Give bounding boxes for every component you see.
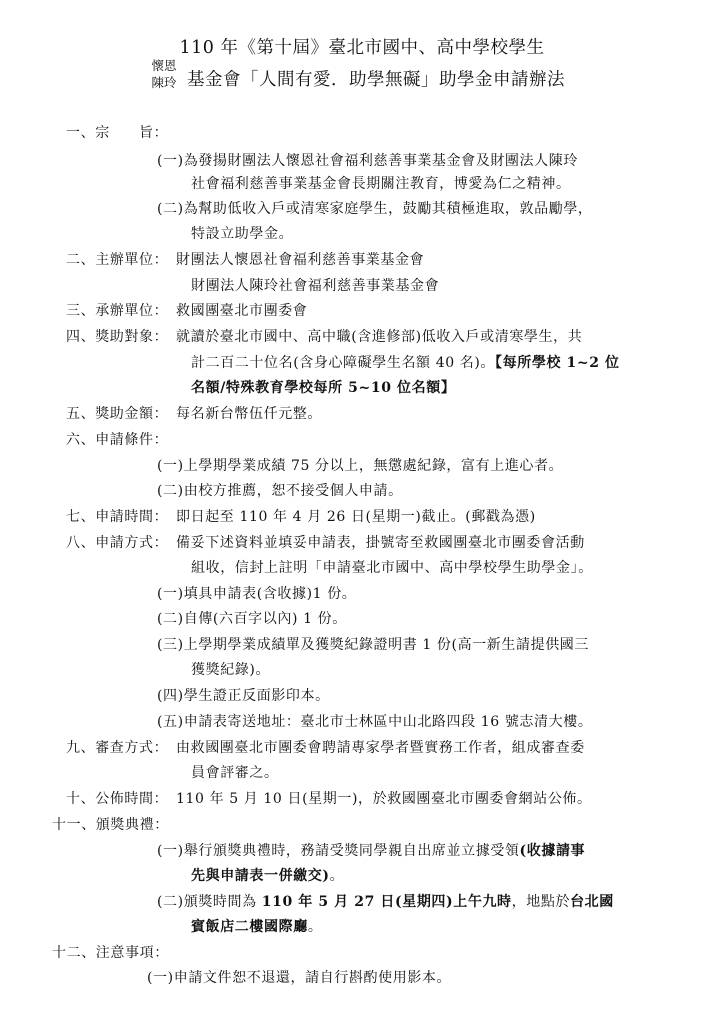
section-4-text-c: 名額/特殊教育學校每所 5~10 位名額】: [191, 380, 456, 396]
section-3-text: 救國團臺北市團委會: [176, 303, 308, 319]
section-8-text-b: 組收，信封上註明「申請臺北市國中、高中學校學生助學金」。: [191, 560, 593, 576]
section-8-item-5: (五)申請表寄送地址：臺北市士林區中山北路四段 16 號志清大樓。: [157, 714, 593, 730]
section-11-item-1a-bold: (收據請事: [519, 843, 586, 859]
section-7-label: 七、申請時間：: [66, 509, 169, 525]
section-11-item-2a-pre: (二)頒獎時間為: [157, 894, 262, 910]
section-11-label: 十一、頒獎典禮：: [52, 817, 169, 833]
title-foundation-names: [147, 57, 181, 91]
section-11-item-2a-datetime: 110 年 5 月 27 日(星期四)上午九時: [261, 894, 512, 910]
section-8-item-2: (二)自傳(六百字以內) 1 份。: [157, 611, 347, 627]
section-1-item-1b: 社會福利慈善事業基金會長期關注教育，博愛為仁之精神。: [191, 176, 571, 192]
section-11-item-1b: [191, 865, 344, 885]
section-11-item-1a-plain: (一)舉行頒獎典禮時，務請受獎同學親自出席並立據受領: [157, 843, 520, 859]
title-line-1: 110 年《第十屆》臺北市國中、高中學校學生: [179, 38, 545, 58]
section-2-label: 二、主辦單位：: [66, 252, 169, 268]
section-6-item-1: (一)上學期學業成績 75 分以上，無懲處紀錄，富有上進心者。: [157, 458, 564, 474]
section-8-item-1: (一)填具申請表(含收據)1 份。: [157, 586, 357, 602]
section-4-text-b: [191, 352, 620, 372]
section-10-text: 110 年 5 月 10 日(星期一)，於救國團臺北市團委會網站公佈。: [176, 791, 592, 807]
title-name-1: 懷恩: [151, 58, 177, 73]
section-4-text-b-plain: 計二百二十位名(含身心障礙學生名額 40 名)。: [191, 355, 496, 371]
section-6-item-2: (二)由校方推薦，恕不接受個人申請。: [157, 483, 403, 499]
section-4-text-a: 就讀於臺北市國中、高中職(含進修部)低收入戶或清寒學生，共: [176, 329, 583, 345]
section-11-item-2a-venue: 台北國: [570, 894, 614, 910]
section-8-item-3a: (三)上學期學業成績單及獲獎紀錄證明書 1 份(高一新生請提供國三: [157, 637, 589, 653]
section-12-item-1: (一)申請文件恕不退還，請自行斟酌使用影本。: [147, 970, 452, 986]
section-9-label: 九、審查方式：: [66, 740, 169, 756]
section-10-label: 十、公佈時間：: [66, 791, 169, 807]
section-1-item-1a: (一)為發揚財團法人懷恩社會福利慈善事業基金會及財團法人陳玲: [157, 153, 578, 169]
section-4-text-b-bold: 【每所學校 1~2 位: [495, 355, 620, 371]
section-1-item-2a: (二)為幫助低收入戶或清寒家庭學生，鼓勵其積極進取，敦品勵學，: [157, 201, 593, 217]
section-11-item-2b: [191, 916, 322, 936]
section-11-item-2b-tail: 。: [307, 919, 323, 935]
title-line-2: 基金會「人間有愛．助學無礙」助學金申請辦法: [187, 70, 565, 90]
section-8-item-4: (四)學生證正反面影印本。: [157, 688, 330, 704]
section-11-item-1a: [157, 840, 585, 860]
section-5-text: 每名新台幣伍仟元整。: [176, 406, 322, 422]
section-7-text: 即日起至 110 年 4 月 26 日(星期一)截止。(郵戳為憑): [176, 509, 536, 525]
section-11-item-2a: [157, 891, 614, 911]
section-2-organizer-2: 財團法人陳玲社會福利慈善事業基金會: [191, 278, 440, 294]
section-3-label: 三、承辦單位：: [66, 303, 169, 319]
section-2-organizer-1: 財團法人懷恩社會福利慈善事業基金會: [176, 252, 425, 268]
section-1-item-2b: 特設立助學金。: [191, 226, 294, 242]
section-8-item-3b: 獲獎紀錄)。: [191, 662, 271, 678]
section-9-text-a: 由救國團臺北市團委會聘請專家學者暨實務工作者，組成審查委: [176, 740, 585, 756]
section-11-item-1b-tail: 。: [329, 868, 345, 884]
section-8-label: 八、申請方式：: [66, 535, 169, 551]
section-12-label: 十二、注意事項：: [52, 945, 169, 961]
section-9-text-b: 員會評審之。: [191, 765, 279, 781]
title-name-2: 陳玲: [151, 75, 177, 90]
section-8-text-a: 備妥下述資料並填妥申請表，掛號寄至救國團臺北市團委會活動: [176, 535, 585, 551]
section-11-item-2a-mid: ，地點於: [511, 894, 571, 910]
section-5-label: 五、獎助金額：: [66, 406, 169, 422]
section-4-label: 四、獎助對象：: [66, 329, 169, 345]
section-11-item-1b-bold: 先與申請表一併繳交): [191, 868, 330, 884]
section-6-label: 六、申請條件：: [66, 432, 169, 448]
section-11-item-2b-bold: 賓飯店二樓國際廳: [191, 919, 308, 935]
section-1-label: 一、宗 旨：: [66, 125, 169, 141]
